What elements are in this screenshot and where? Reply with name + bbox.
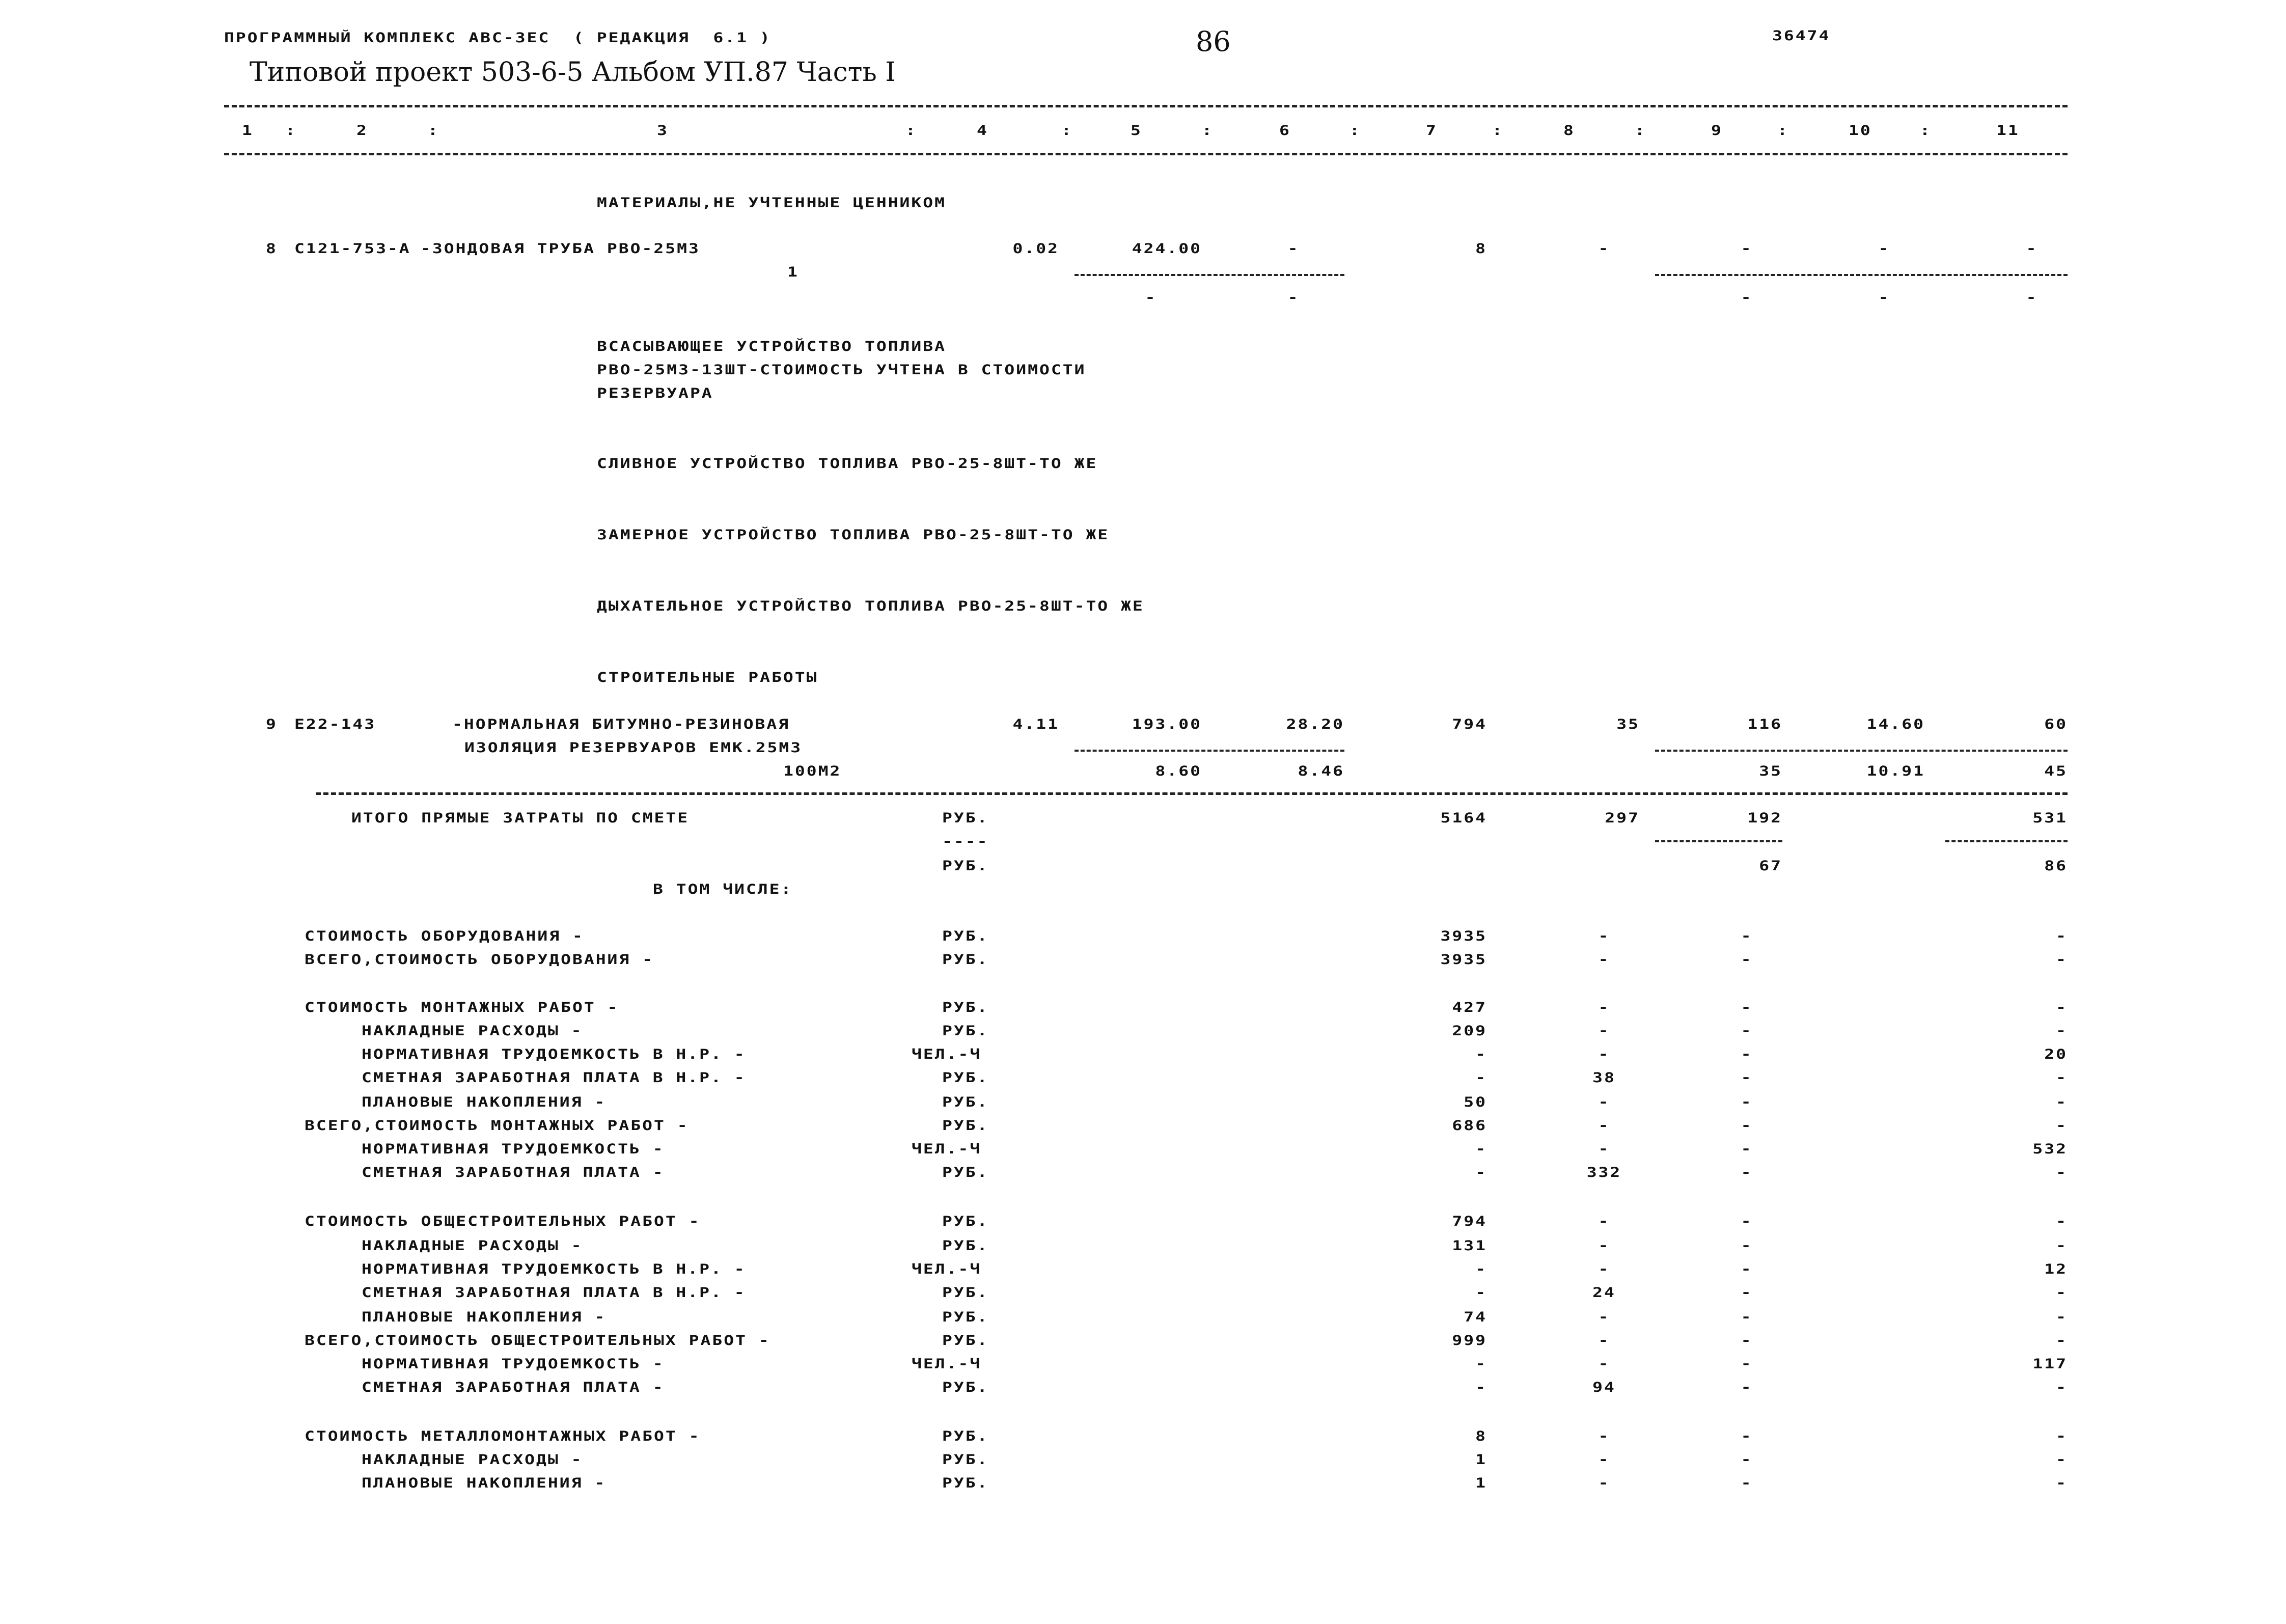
item8-c6: - [1287,240,1300,257]
breakdown-c11: 20 [2044,1046,2068,1062]
breakdown-unit: РУБ. [942,1069,989,1086]
breakdown-c11: - [2056,1023,2068,1039]
total-label: ИТОГО ПРЯМЫЕ ЗАТРАТЫ ПО СМЕТЕ [351,810,690,826]
column-separator: : [285,122,297,139]
breakdown-c8: - [1598,1023,1610,1039]
breakdown-c7: 3935 [1440,928,1487,944]
column-number: 5 [1131,122,1142,139]
column-separator: : [428,122,439,139]
breakdown-unit: РУБ. [942,999,989,1015]
breakdown-unit: РУБ. [942,1428,989,1444]
column-separator: : [1635,122,1646,139]
breakdown-c9: - [1741,1023,1753,1039]
breakdown-c9: - [1741,999,1753,1015]
total-unit: РУБ. [942,810,989,826]
column-number: 8 [1563,122,1575,139]
breakdown-c11: 117 [2032,1356,2068,1372]
item8-code: С121-753-А [294,240,411,257]
breakdown-c8: - [1598,1046,1610,1062]
breakdown-c7: - [1475,1356,1487,1372]
breakdown-c8: - [1598,1237,1610,1254]
breakdown-c11: - [2056,951,2068,968]
breakdown-label: НАКЛАДНЫЕ РАСХОДЫ - [362,1237,583,1254]
item8-r2c11: - [2026,289,2038,306]
breakdown-c8: - [1598,1451,1610,1468]
column-number: 3 [657,122,669,139]
breakdown-c8: - [1598,951,1610,968]
item9-c6: 28.20 [1286,716,1344,732]
column-separator: : [1777,122,1789,139]
breakdown-c7: - [1475,1069,1487,1086]
breakdown-c7: 3935 [1440,951,1487,968]
breakdown-label: СТОИМОСТЬ ОБОРУДОВАНИЯ - [305,928,584,944]
breakdown-c7: 1 [1475,1451,1487,1468]
breakdown-label: ВСЕГО,СТОИМОСТЬ МОНТАЖНЫХ РАБОТ - [305,1117,689,1134]
column-number: 6 [1279,122,1291,139]
item8-price: 424.00 [1132,240,1202,257]
breakdown-c11: - [2056,1164,2068,1180]
breakdown-unit: РУБ. [942,1117,989,1134]
item9-qty: 4.11 [1012,716,1059,732]
note-line: ВСАСЫВАЮЩЕЕ УСТРОЙСТВО ТОПЛИВА [597,338,947,354]
breakdown-label: ПЛАНОВЫЕ НАКОПЛЕНИЯ - [362,1094,607,1110]
breakdown-c8: - [1598,1117,1610,1134]
breakdown-c11: 532 [2032,1141,2068,1157]
breakdown-unit: РУБ. [942,1284,989,1301]
breakdown-c8: - [1598,1261,1610,1277]
item8-c9: - [1741,240,1753,257]
item9-price: 193.00 [1132,716,1202,732]
breakdown-c11: - [2056,999,2068,1015]
breakdown-c9: - [1741,1141,1753,1157]
item8-c10: - [1878,240,1890,257]
breakdown-unit: РУБ. [942,1213,989,1229]
breakdown-unit: ЧЕЛ.-Ч [912,1141,982,1157]
breakdown-c9: - [1741,1284,1753,1301]
item9-r2c9: 35 [1759,763,1782,779]
breakdown-unit: ЧЕЛ.-Ч [912,1356,982,1372]
breakdown-c7: 209 [1452,1023,1487,1039]
breakdown-c11: - [2056,1284,2068,1301]
breakdown-c7: 794 [1452,1213,1487,1229]
breakdown-c7: 74 [1464,1309,1487,1325]
item9-subrule-left [1075,750,1344,752]
total-r2c9: 67 [1759,858,1782,874]
breakdown-label: СМЕТНАЯ ЗАРАБОТНАЯ ПЛАТА - [362,1379,665,1395]
breakdown-c9: - [1741,1309,1753,1325]
breakdown-c9: - [1741,1428,1753,1444]
rule-top [224,105,2068,107]
total-c8: 297 [1605,810,1640,826]
breakdown-c8: - [1598,1475,1610,1491]
page-number: 86 [1196,25,1231,58]
item8-r2c10: - [1878,289,1890,306]
breakdown-label: СТОИМОСТЬ МЕТАЛЛОМОНТАЖНЫХ РАБОТ - [305,1428,701,1444]
column-separator: : [1920,122,1932,139]
column-separator: : [905,122,917,139]
breakdown-c11: - [2056,1309,2068,1325]
column-number: 9 [1711,122,1723,139]
item9-r2c10: 10.91 [1866,763,1925,779]
item9-c8: 35 [1616,716,1640,732]
item9-c7: 794 [1452,716,1487,732]
column-number: 10 [1849,122,1872,139]
breakdown-c9: - [1741,1117,1753,1134]
column-separator: : [1202,122,1214,139]
breakdown-label: НОРМАТИВНАЯ ТРУДОЕМКОСТЬ В Н.Р. - [362,1261,746,1277]
breakdown-unit: ЧЕЛ.-Ч [912,1261,982,1277]
breakdown-c7: 131 [1452,1237,1487,1254]
item8-r2c6: - [1287,289,1300,306]
breakdown-unit: РУБ. [942,928,989,944]
breakdown-c7: 427 [1452,999,1487,1015]
breakdown-c8: - [1598,1356,1610,1372]
item8-r2c9: - [1741,289,1753,306]
total-unit: РУБ. [942,858,989,874]
breakdown-c9: - [1741,951,1753,968]
breakdown-unit: ЧЕЛ.-Ч [912,1046,982,1062]
breakdown-c7: 50 [1464,1094,1487,1110]
breakdown-c11: - [2056,1428,2068,1444]
total-subrule-c11 [1945,840,2068,842]
breakdown-c9: - [1741,1069,1753,1086]
breakdown-c8: - [1598,999,1610,1015]
item8-sub: 1 [787,264,799,280]
breakdown-unit: РУБ. [942,1237,989,1254]
project-title: Типовой проект 503-6-5 Альбом УП.87 Часть I [250,57,896,88]
breakdown-c7: - [1475,1046,1487,1062]
breakdown-label: ВСЕГО,СТОИМОСТЬ ОБЩЕСТРОИТЕЛЬНЫХ РАБОТ - [305,1332,770,1348]
column-separator: : [1492,122,1504,139]
rule-under-columns [224,153,2068,155]
breakdown-label: ВСЕГО,СТОИМОСТЬ ОБОРУДОВАНИЯ - [305,951,654,968]
breakdown-unit: РУБ. [942,1451,989,1468]
breakdown-label: НОРМАТИВНАЯ ТРУДОЕМКОСТЬ В Н.Р. - [362,1046,746,1062]
breakdown-c11: - [2056,1094,2068,1110]
total-c7: 5164 [1440,810,1487,826]
document-number: 36474 [1772,27,1831,44]
breakdown-c7: - [1475,1164,1487,1180]
note-line: СЛИВНОЕ УСТРОЙСТВО ТОПЛИВА РВО-25-8ШТ-ТО ЖЕ [597,455,1098,472]
breakdown-label: НОРМАТИВНАЯ ТРУДОЕМКОСТЬ - [362,1356,665,1372]
breakdown-c8: - [1598,1094,1610,1110]
column-number: 4 [977,122,988,139]
item8-subrule-right [1655,274,2068,276]
breakdown-label: СТОИМОСТЬ МОНТАЖНЫХ РАБОТ - [305,999,619,1015]
breakdown-c11: - [2056,1451,2068,1468]
item8-name: -ЗОНДОВАЯ ТРУБА РВО-25М3 [421,240,700,257]
item9-code: Е22-143 [294,716,376,732]
column-number: 11 [1996,122,2020,139]
breakdown-label: ПЛАНОВЫЕ НАКОПЛЕНИЯ - [362,1309,607,1325]
item8-qty: 0.02 [1012,240,1059,257]
total-unit-dash: ---- [942,833,989,849]
breakdown-c11: - [2056,1379,2068,1395]
breakdown-c11: - [2056,1332,2068,1348]
breakdown-c7: - [1475,1284,1487,1301]
breakdown-unit: РУБ. [942,1023,989,1039]
item9-number: 9 [266,716,278,732]
breakdown-unit: РУБ. [942,1094,989,1110]
total-c9: 192 [1747,810,1782,826]
breakdown-c8: - [1598,1332,1610,1348]
breakdown-c7: - [1475,1379,1487,1395]
breakdown-label: НОРМАТИВНАЯ ТРУДОЕМКОСТЬ - [362,1141,665,1157]
note-line: ДЫХАТЕЛЬНОЕ УСТРОЙСТВО ТОПЛИВА РВО-25-8ШТ-ТО ЖЕ [597,598,1144,614]
breakdown-c8: 38 [1592,1069,1616,1086]
breakdown-c9: - [1741,1237,1753,1254]
breakdown-label: СТОИМОСТЬ ОБЩЕСТРОИТЕЛЬНЫХ РАБОТ - [305,1213,701,1229]
breakdown-unit: РУБ. [942,1164,989,1180]
rule-before-total [316,792,2068,795]
section-materials: МАТЕРИАЛЫ,НЕ УЧТЕННЫЕ ЦЕННИКОМ [597,195,947,211]
breakdown-label: НАКЛАДНЫЕ РАСХОДЫ - [362,1451,583,1468]
breakdown-c8: 332 [1586,1164,1622,1180]
breakdown-c8: - [1598,1141,1610,1157]
column-number: 7 [1426,122,1438,139]
breakdown-c9: - [1741,1451,1753,1468]
item9-r2c5: 8.60 [1155,763,1202,779]
total-r2c11: 86 [2044,858,2068,874]
column-separator: : [1349,122,1361,139]
in-that-number-heading: В ТОМ ЧИСЛЕ: [653,881,793,897]
breakdown-c8: - [1598,1309,1610,1325]
column-number: 2 [356,122,368,139]
breakdown-c7: - [1475,1261,1487,1277]
breakdown-c7: 686 [1452,1117,1487,1134]
breakdown-c7: 8 [1475,1428,1487,1444]
section-construction: СТРОИТЕЛЬНЫЕ РАБОТЫ [597,669,818,685]
breakdown-c7: 1 [1475,1475,1487,1491]
breakdown-c9: - [1741,1261,1753,1277]
breakdown-c11: - [2056,1237,2068,1254]
breakdown-c11: - [2056,1117,2068,1134]
breakdown-c11: - [2056,1213,2068,1229]
item9-c11: 60 [2044,716,2068,732]
breakdown-c9: - [1741,928,1753,944]
breakdown-c7: - [1475,1141,1487,1157]
item8-subrule-left [1075,274,1344,276]
item8-c11: - [2026,240,2038,257]
breakdown-unit: РУБ. [942,1379,989,1395]
total-subrule-c9 [1655,840,1782,842]
breakdown-c8: 94 [1592,1379,1616,1395]
breakdown-c9: - [1741,1094,1753,1110]
note-line: РЕЗЕРВУАРА [597,385,713,401]
item9-name: -НОРМАЛЬНАЯ БИТУМНО-РЕЗИНОВАЯ [452,716,790,732]
breakdown-label: НАКЛАДНЫЕ РАСХОДЫ - [362,1023,583,1039]
breakdown-label: СМЕТНАЯ ЗАРАБОТНАЯ ПЛАТА В Н.Р. - [362,1069,746,1086]
total-c11: 531 [2032,810,2068,826]
breakdown-label: СМЕТНАЯ ЗАРАБОТНАЯ ПЛАТА В Н.Р. - [362,1284,746,1301]
item9-r2c6: 8.46 [1298,763,1344,779]
breakdown-unit: РУБ. [942,1332,989,1348]
column-number: 1 [242,122,254,139]
breakdown-c8: - [1598,928,1610,944]
breakdown-unit: РУБ. [942,1475,989,1491]
breakdown-label: ПЛАНОВЫЕ НАКОПЛЕНИЯ - [362,1475,607,1491]
breakdown-c11: - [2056,1475,2068,1491]
breakdown-c7: 999 [1452,1332,1487,1348]
breakdown-c11: 12 [2044,1261,2068,1277]
item9-name: ИЗОЛЯЦИЯ РЕЗЕРВУАРОВ ЕМК.25М3 [464,739,803,756]
item9-subrule-right [1655,750,2068,752]
breakdown-c11: - [2056,1069,2068,1086]
item9-unit: 100М2 [783,763,842,779]
breakdown-c11: - [2056,928,2068,944]
breakdown-c8: 24 [1592,1284,1616,1301]
item9-r2c11: 45 [2044,763,2068,779]
item8-number: 8 [266,240,278,257]
column-separator: : [1061,122,1073,139]
item8-c8: - [1598,240,1610,257]
breakdown-c9: - [1741,1332,1753,1348]
breakdown-c9: - [1741,1379,1753,1395]
item8-c7: 8 [1475,240,1487,257]
item8-r2c5: - [1145,289,1157,306]
breakdown-unit: РУБ. [942,951,989,968]
breakdown-c9: - [1741,1356,1753,1372]
breakdown-c9: - [1741,1475,1753,1491]
program-title: ПРОГРАММНЫЙ КОМПЛЕКС АВС-3ЕС ( РЕДАКЦИЯ 6.1 ) [224,30,772,46]
breakdown-c9: - [1741,1164,1753,1180]
breakdown-label: СМЕТНАЯ ЗАРАБОТНАЯ ПЛАТА - [362,1164,665,1180]
note-line: РВО-25М3-13ШТ-СТОИМОСТЬ УЧТЕНА В СТОИМОСТИ [597,362,1086,378]
breakdown-c8: - [1598,1213,1610,1229]
item9-c10: 14.60 [1866,716,1925,732]
item9-c9: 116 [1747,716,1782,732]
breakdown-c9: - [1741,1046,1753,1062]
breakdown-c9: - [1741,1213,1753,1229]
breakdown-unit: РУБ. [942,1309,989,1325]
note-line: ЗАМЕРНОЕ УСТРОЙСТВО ТОПЛИВА РВО-25-8ШТ-ТО ЖЕ [597,527,1110,543]
breakdown-c8: - [1598,1428,1610,1444]
